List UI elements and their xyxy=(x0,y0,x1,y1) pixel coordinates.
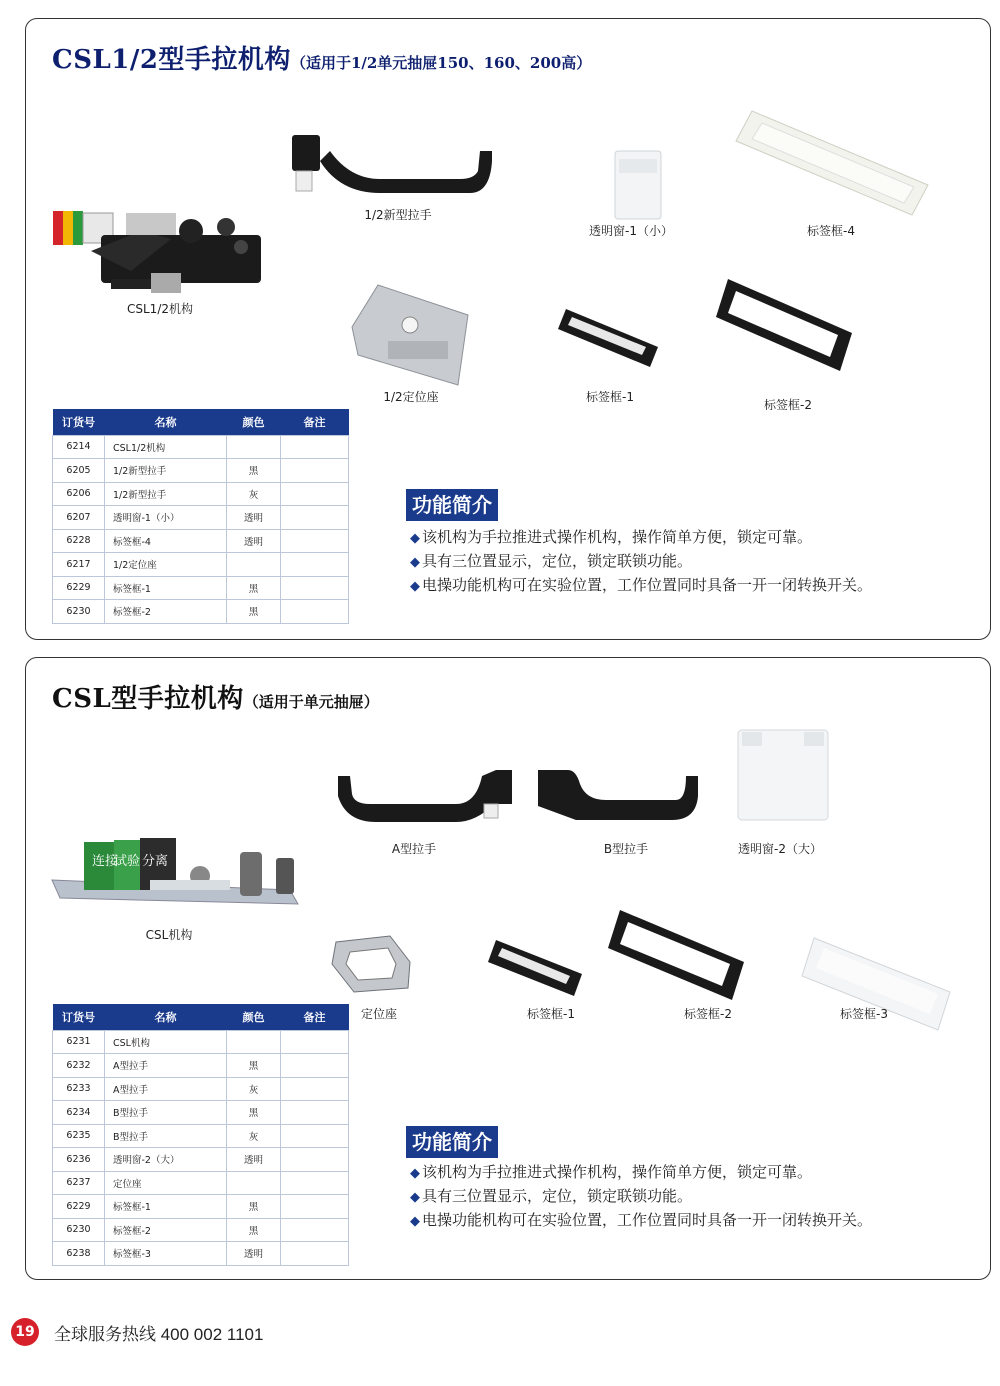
caption-label-frame-2: 标签框-2 xyxy=(764,398,812,412)
name-cell: B型拉手 xyxy=(105,1124,227,1148)
remark-cell xyxy=(281,1148,349,1172)
remark-cell xyxy=(281,529,349,553)
table-row xyxy=(53,506,349,530)
remark-cell xyxy=(281,1124,349,1148)
caption-label-frame-1: 标签框-1 xyxy=(586,390,634,404)
caption-transparent-window-large: 透明窗-2（大） xyxy=(738,842,822,856)
label-frame-2-image xyxy=(714,277,854,373)
service-hotline: 全球服务热线 400 002 1101 xyxy=(54,1325,264,1344)
color-cell: 黑 xyxy=(227,576,281,600)
order-no-cell: 6230 xyxy=(53,600,105,624)
remark-cell xyxy=(281,1054,349,1078)
transparent-window-small-image xyxy=(613,149,663,221)
caption-positioning-base: 定位座 xyxy=(360,1007,398,1021)
caption-label-frame-2: 标签框-2 xyxy=(684,1007,732,1021)
features-list xyxy=(410,525,872,597)
name-cell: A型拉手 xyxy=(105,1054,227,1078)
color-cell: 黑 xyxy=(227,600,281,624)
color-cell: 灰 xyxy=(227,1124,281,1148)
table-row xyxy=(53,1218,349,1242)
positioning-base-image xyxy=(330,934,414,994)
name-cell: 标签框-4 xyxy=(105,529,227,553)
remark-cell xyxy=(281,1171,349,1195)
remark-cell xyxy=(281,600,349,624)
label-frame-1-image xyxy=(488,938,584,998)
diamond-bullet-icon: ◆ xyxy=(410,531,420,546)
caption-csl-half-mechanism: CSL1/2机构 xyxy=(127,302,193,316)
color-cell: 黑 xyxy=(227,1218,281,1242)
table-row xyxy=(53,482,349,506)
header-remark: 备注 xyxy=(281,409,349,435)
table-row xyxy=(53,576,349,600)
label-frame-4-image xyxy=(732,107,932,219)
order-no-cell: 6231 xyxy=(53,1030,105,1054)
name-cell: 透明窗-1（小） xyxy=(105,506,227,530)
csl-half-mechanism-image xyxy=(51,191,261,301)
diamond-bullet-icon: ◆ xyxy=(410,555,420,570)
order-no-cell: 6237 xyxy=(53,1171,105,1195)
color-cell: 透明 xyxy=(227,1242,281,1266)
order-no-cell: 6232 xyxy=(53,1054,105,1078)
caption-half-positioning-base: 1/2定位座 xyxy=(383,390,439,404)
half-new-handle-image xyxy=(290,131,500,213)
caption-half-new-handle: 1/2新型拉手 xyxy=(364,208,432,222)
color-cell xyxy=(227,1171,281,1195)
color-cell: 灰 xyxy=(227,1077,281,1101)
name-cell: 标签框-1 xyxy=(105,1195,227,1219)
name-cell: B型拉手 xyxy=(105,1101,227,1125)
b-handle-image xyxy=(536,766,700,822)
remark-cell xyxy=(281,435,349,459)
color-cell: 黑 xyxy=(227,1195,281,1219)
transparent-window-large-image xyxy=(734,726,832,824)
name-cell: 标签框-3 xyxy=(105,1242,227,1266)
features-title: 功能简介 xyxy=(406,489,498,521)
section-title-main: CSL1/2型手拉机构 xyxy=(52,45,291,75)
table-row xyxy=(53,1148,349,1172)
a-handle-image xyxy=(336,766,516,824)
header-color: 颜色 xyxy=(227,1004,281,1030)
header-remark: 备注 xyxy=(281,1004,349,1030)
section-title-sub: （适用于1/2单元抽屉150、160、200高） xyxy=(290,54,592,72)
color-cell: 透明 xyxy=(227,1148,281,1172)
color-cell xyxy=(227,1030,281,1054)
name-cell: 1/2新型拉手 xyxy=(105,482,227,506)
remark-cell xyxy=(281,1030,349,1054)
section-csl-mechanism xyxy=(25,657,991,1280)
order-no-cell: 6234 xyxy=(53,1101,105,1125)
diamond-bullet-icon: ◆ xyxy=(410,1166,420,1181)
header-order-no: 订货号 xyxy=(53,1004,105,1030)
diamond-bullet-icon: ◆ xyxy=(410,1214,420,1229)
caption-transparent-window-small: 透明窗-1（小） xyxy=(589,224,673,238)
order-no-cell: 6233 xyxy=(53,1077,105,1101)
order-no-cell: 6238 xyxy=(53,1242,105,1266)
name-cell: 标签框-2 xyxy=(105,600,227,624)
color-cell: 透明 xyxy=(227,529,281,553)
parts-table xyxy=(52,1004,349,1266)
order-no-cell: 6205 xyxy=(53,459,105,483)
table-row xyxy=(53,1242,349,1266)
section-title xyxy=(52,39,591,76)
name-cell: 1/2新型拉手 xyxy=(105,459,227,483)
name-cell: CSL机构 xyxy=(105,1030,227,1054)
table-row xyxy=(53,1030,349,1054)
label-frame-2-image xyxy=(606,908,746,1002)
name-cell: CSL1/2机构 xyxy=(105,435,227,459)
table-header-row xyxy=(53,1004,349,1030)
header-order-no: 订货号 xyxy=(53,409,105,435)
table-row xyxy=(53,1054,349,1078)
indicator-label-separate: 分离 xyxy=(142,854,169,869)
color-cell: 透明 xyxy=(227,506,281,530)
parts-table xyxy=(52,409,349,624)
table-row xyxy=(53,1124,349,1148)
header-name: 名称 xyxy=(105,1004,227,1030)
remark-cell xyxy=(281,482,349,506)
name-cell: 标签框-1 xyxy=(105,576,227,600)
order-no-cell: 6214 xyxy=(53,435,105,459)
caption-a-handle: A型拉手 xyxy=(391,842,437,856)
order-no-cell: 6229 xyxy=(53,1195,105,1219)
caption-csl-mechanism: CSL机构 xyxy=(145,928,193,942)
list-item: ◆ 该机构为手拉推进式操作机构，操作简单方便，锁定可靠。 xyxy=(410,1163,813,1181)
caption-label-frame-3: 标签框-3 xyxy=(840,1007,888,1021)
remark-cell xyxy=(281,459,349,483)
color-cell: 黑 xyxy=(227,1101,281,1125)
list-item: ◆ 电操功能机构可在实验位置，工作位置同时具备一开一闭转换开关。 xyxy=(410,1211,873,1229)
list-item: ◆ 电操功能机构可在实验位置，工作位置同时具备一开一闭转换开关。 xyxy=(410,576,873,594)
order-no-cell: 6236 xyxy=(53,1148,105,1172)
header-color: 颜色 xyxy=(227,409,281,435)
order-no-cell: 6230 xyxy=(53,1218,105,1242)
name-cell: A型拉手 xyxy=(105,1077,227,1101)
name-cell: 标签框-2 xyxy=(105,1218,227,1242)
list-item: ◆ 具有三位置显示，定位，锁定联锁功能。 xyxy=(410,552,693,570)
order-no-cell: 6206 xyxy=(53,482,105,506)
order-no-cell: 6228 xyxy=(53,529,105,553)
remark-cell xyxy=(281,553,349,577)
caption-label-frame-1: 标签框-1 xyxy=(527,1007,575,1021)
table-row xyxy=(53,553,349,577)
label-frame-1-image xyxy=(558,307,660,369)
order-no-cell: 6235 xyxy=(53,1124,105,1148)
name-cell: 1/2定位座 xyxy=(105,553,227,577)
section-title-sub: （适用于单元抽屉） xyxy=(243,693,379,711)
table-row xyxy=(53,1171,349,1195)
features-title: 功能简介 xyxy=(406,1126,498,1158)
table-row xyxy=(53,1077,349,1101)
indicator-label-test: 试验 xyxy=(114,854,141,869)
name-cell: 定位座 xyxy=(105,1171,227,1195)
caption-label-frame-4: 标签框-4 xyxy=(807,224,855,238)
remark-cell xyxy=(281,1077,349,1101)
list-item: ◆ 该机构为手拉推进式操作机构，操作简单方便，锁定可靠。 xyxy=(410,528,813,546)
table-row xyxy=(53,600,349,624)
table-row xyxy=(53,529,349,553)
table-row xyxy=(53,459,349,483)
caption-b-handle: B型拉手 xyxy=(603,842,649,856)
page-number-badge: 19 xyxy=(11,1318,39,1346)
order-no-cell: 6229 xyxy=(53,576,105,600)
table-row xyxy=(53,435,349,459)
section-title xyxy=(52,678,379,715)
order-no-cell: 6207 xyxy=(53,506,105,530)
remark-cell xyxy=(281,1195,349,1219)
name-cell: 透明窗-2（大） xyxy=(105,1148,227,1172)
indicator-label-connect: 连接 xyxy=(92,854,119,869)
remark-cell xyxy=(281,506,349,530)
remark-cell xyxy=(281,576,349,600)
diamond-bullet-icon: ◆ xyxy=(410,1190,420,1205)
color-cell xyxy=(227,435,281,459)
order-no-cell: 6217 xyxy=(53,553,105,577)
table-row xyxy=(53,1195,349,1219)
color-cell: 黑 xyxy=(227,1054,281,1078)
section-title-main: CSL型手拉机构 xyxy=(52,684,244,714)
color-cell xyxy=(227,553,281,577)
diamond-bullet-icon: ◆ xyxy=(410,579,420,594)
color-cell: 灰 xyxy=(227,482,281,506)
remark-cell xyxy=(281,1101,349,1125)
header-name: 名称 xyxy=(105,409,227,435)
table-row xyxy=(53,1101,349,1125)
half-positioning-base-image xyxy=(348,281,478,389)
list-item: ◆ 具有三位置显示，定位，锁定联锁功能。 xyxy=(410,1187,693,1205)
color-cell: 黑 xyxy=(227,459,281,483)
remark-cell xyxy=(281,1242,349,1266)
features-list xyxy=(410,1160,872,1232)
table-header-row xyxy=(53,409,349,435)
remark-cell xyxy=(281,1218,349,1242)
section-csl-half-mechanism xyxy=(25,18,991,640)
csl-mechanism-image xyxy=(50,830,300,910)
